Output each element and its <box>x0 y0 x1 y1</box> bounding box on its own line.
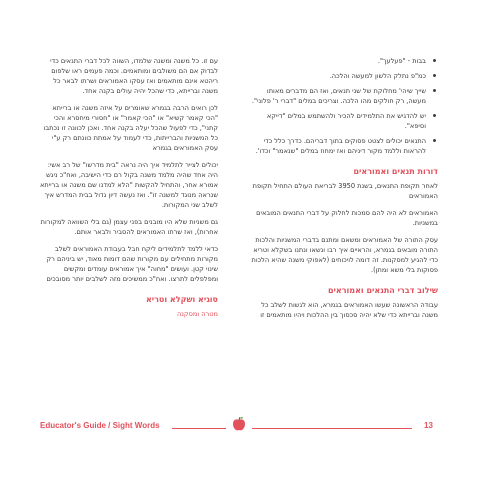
list-item: בבות - "פעלעך". <box>250 56 438 66</box>
paragraph: כדאי ללמד לתלמידים ליקח חבל בעבודת האמוראים לשלב מקורות מתחילים עם מקורות שהם דומות מאוד, יש ביניהם רק שינוי קטן. ועושים "מחוה" איך אמוראים עומדים ומקשים ומפלפלים לתרצו. ואח"כ ממשיכים מזה לשלבים יותר מסובכים <box>46 245 218 283</box>
list-item: יש להדגיש את התלמידים להכיר ולהשתמש במלים "דייקא וסיפא". <box>250 111 438 131</box>
footer-divider-right <box>252 428 412 429</box>
page-number: 13 <box>424 421 433 430</box>
list-item: כמ"פ נתלק הלשון למעשה והלכה. <box>250 71 438 81</box>
list-item: התנאים יכולים לצטט פסוקים בתוך דבריהם. כדרך כלל כדי להראות וללמד מקור דיניהם ואז ימחוז במלים "שנאמר" וכדו'. <box>250 136 438 156</box>
apple-icon <box>232 416 246 432</box>
section-subheading: מטרה ומסקנה <box>176 310 218 318</box>
footer-title: Educator's Guide / Sight Words <box>40 421 160 430</box>
paragraph: האמוראים לא היה להם סמכות לחלוק על דברי התנאים המובאים במשניות. <box>256 209 438 227</box>
paragraph: עסק התורה של האמוראים ומשאם ומתנם בדברי המשניות והלכות התורה מובאים בגמרא, והראיים איך רבו ונשאו ונתנו בשקלא וטריא כדי להגיע למסקנות. זה דומה לויכוחים (לאפוקי משנה שהיא הלכות פסוקות בלי משא ומתן). <box>251 236 438 274</box>
bullet-list <box>250 56 438 156</box>
right-column <box>250 56 438 327</box>
paragraph: עבודה הראשונה שעשו האמוראים בגמרא, הוא לגשות לשלב כל משנה וברייתא כדי שלא יהיה סכסוך בין ההלכות ויהיו מותאמים זו <box>260 301 438 319</box>
section-heading-sugya: סוגיא ושקלא וטריא <box>145 295 218 304</box>
paragraph: עם זו. כל משנה ומשנה שלמדו, השווה לכל דברי התנאים כדי לבדוק אם הם משולבים ומותאמים. וכמה פעמים ראו שלפום ריהטא אינם מותאמים ואז עסקו האמוראים ושרתו לבאר כל משנה וברייתא, כדי שהכל יהיה עולים בקנה אחד. <box>50 57 218 95</box>
left-column <box>38 56 218 325</box>
section-heading-generations: דורות תנאים ואמוראים <box>353 167 438 176</box>
paragraph: לכן רואים הרבה בגמרא שאומרים על איזה משנה או ברייתא "הכי קאמר קשיא" או "הכי קאמר" או "חסורי מיחסרא והכי קתני", כדי לפעול שהכל יעלה בקנה אחד. ואכן לכוונה זו נכתבו כל המשניות והברייתות, כדי לעמוד על אמתת כוונתם רק ע"י עסק האמוראים בגמרא <box>43 104 218 152</box>
footer-divider-left <box>172 428 226 429</box>
list-item: שייך שיהי' מחלוקת של שני תנאים, ואז הם מדברים מאותו מעשה, רק חולקים מהו הלכה. וצריכים במלים "דברי ר' פלוני". <box>250 86 438 106</box>
section-heading-integration: שילוב דברי התנאים ואמוראים <box>327 286 438 295</box>
paragraph: לאחר תקופת התנאים, בשנת 3950 לבריאת העולם התחיל תקופת האמוראים <box>252 182 438 200</box>
paragraph: יכולים לצייר לתלמיד איך היה נראה "בית מדרשו" של רב אשי: היה אחד שהיה מלמד משנה בקול רם כדי הישיבה, ואח"כ ניגש אמורא אחר, והתחיל להקשות "הלא למדנו שם משנה או ברייתא שנראה מנוגד למשנה זו". ואז נעשה דיון גדול בבית המדרש איך לשלב שני המקורות. <box>39 161 218 209</box>
paragraph: גם משניות שלא היו מובנים בפני עצמן (גם בלי השוואה למקורות אחרות), ואז שרתו האמוראים להסביר ולבאר אותם. <box>40 218 218 236</box>
